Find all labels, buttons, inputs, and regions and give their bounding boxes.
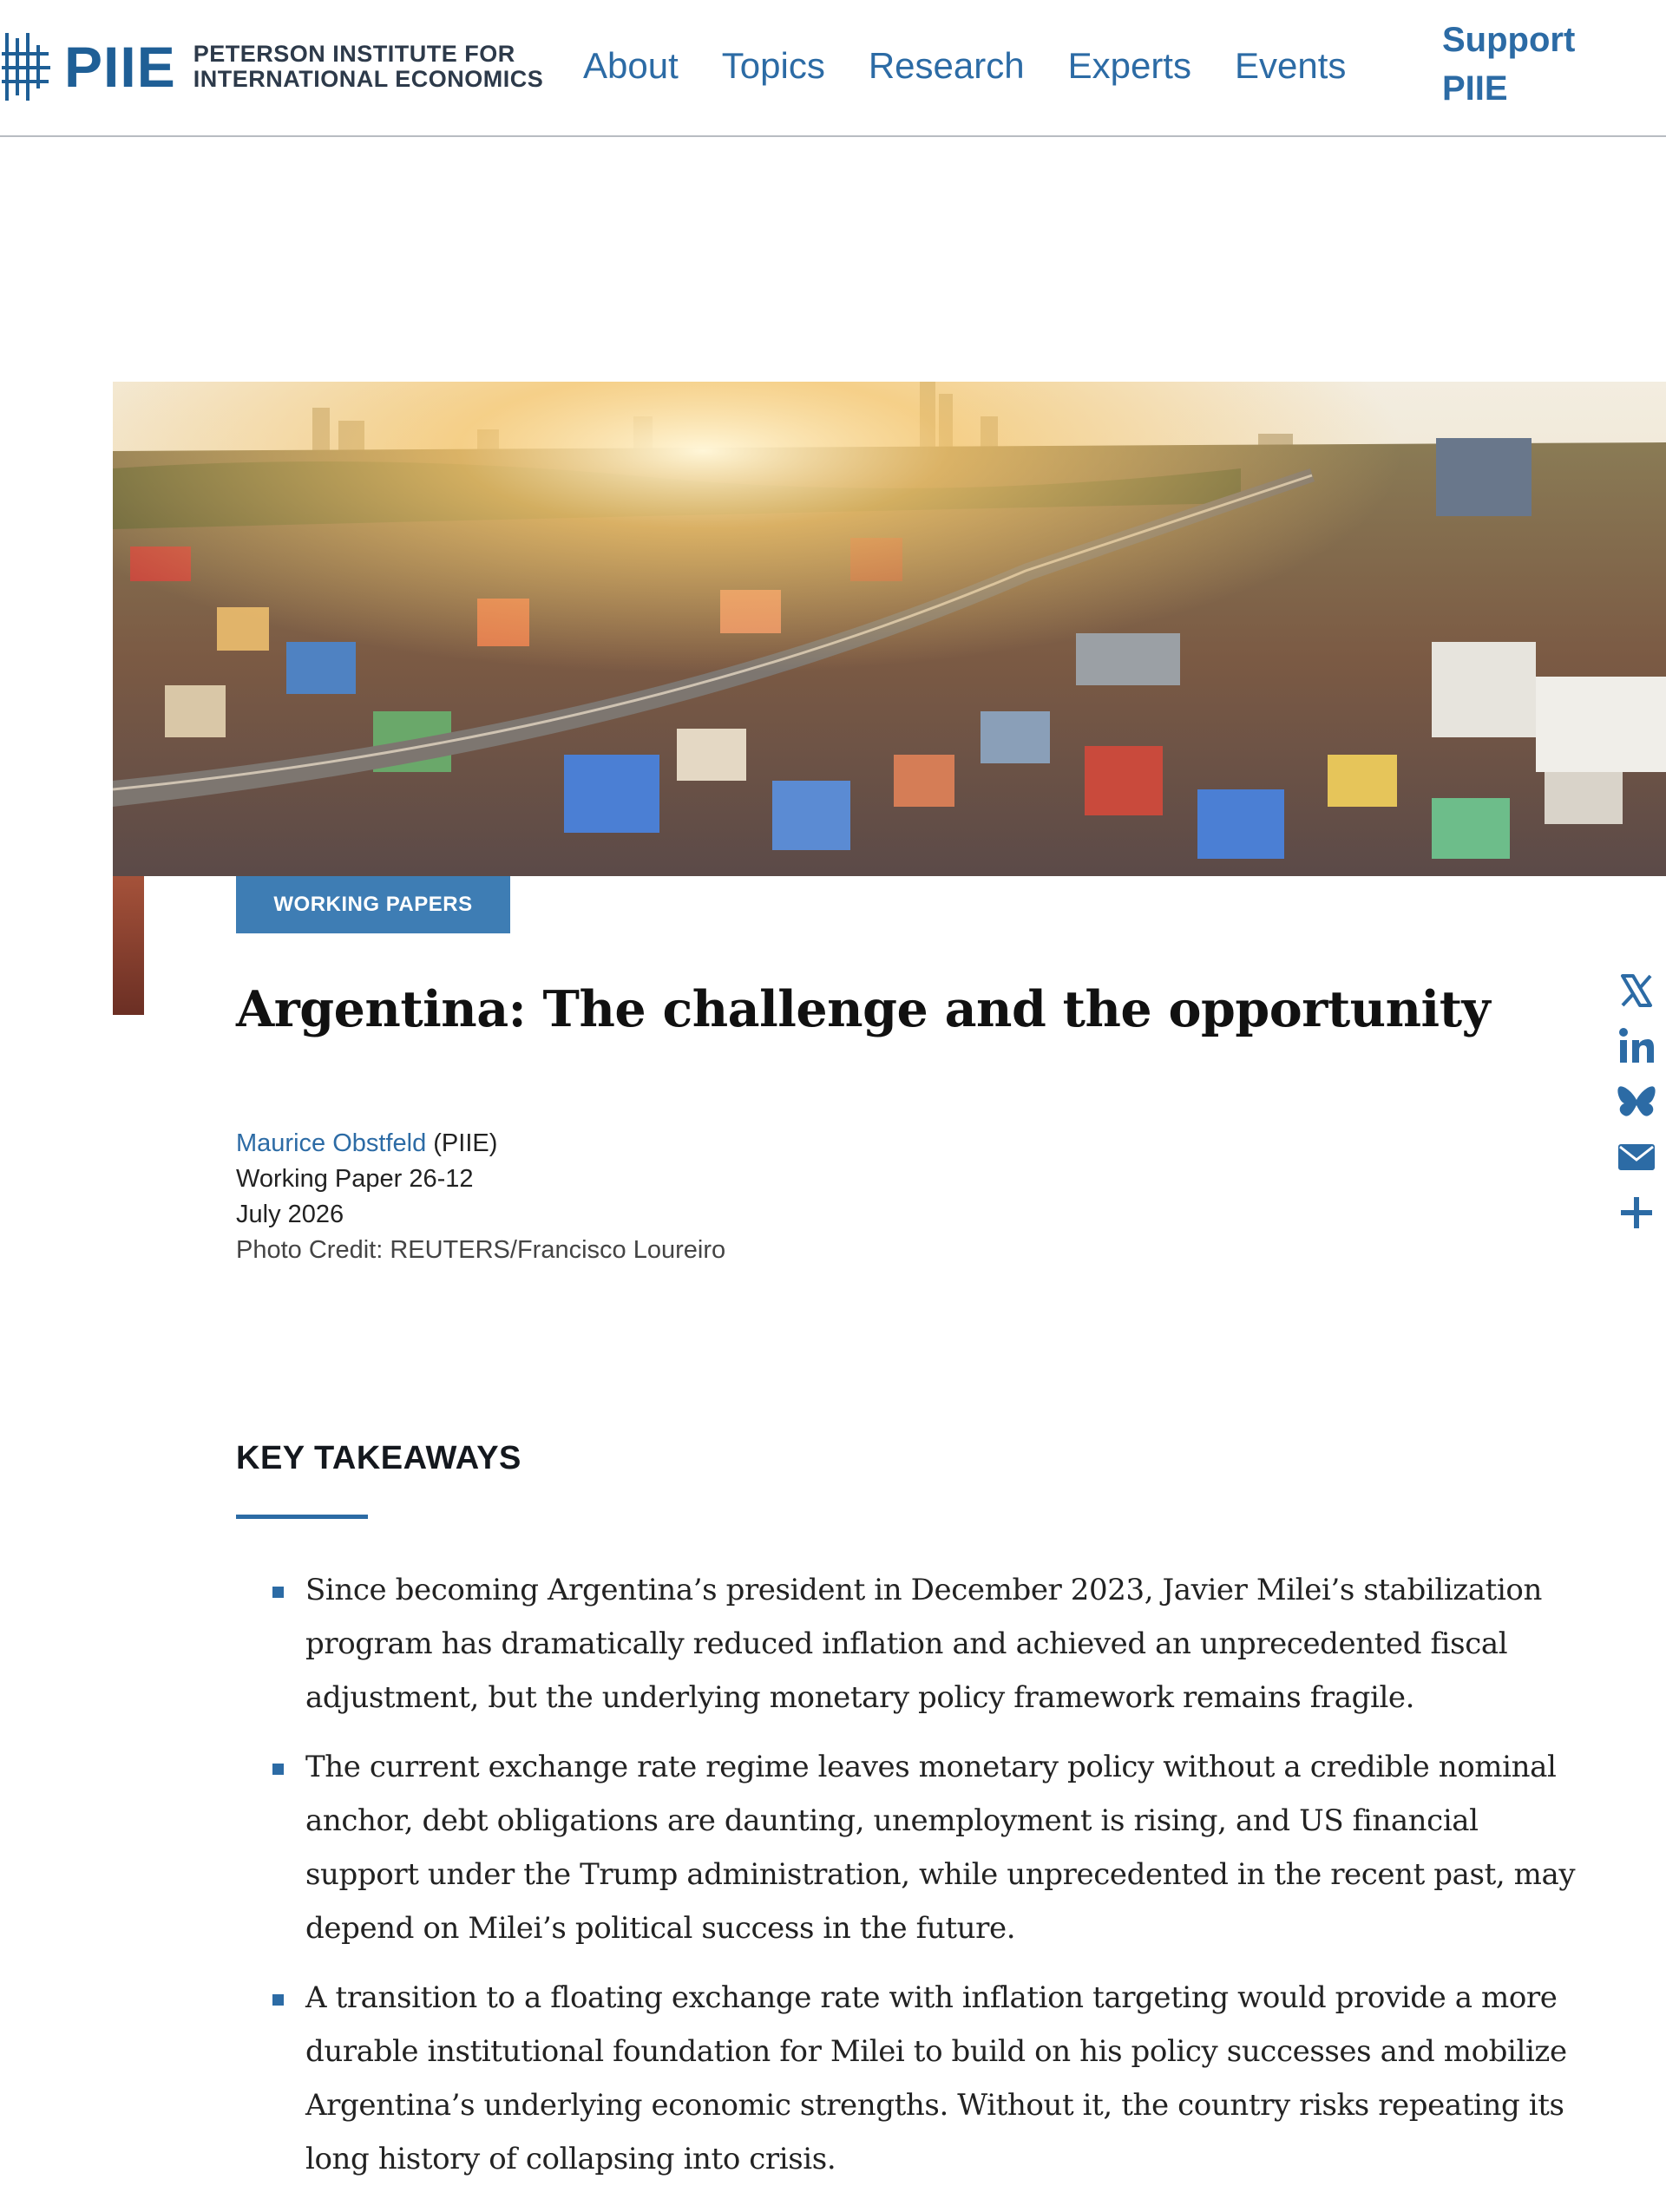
publication-date: July 2026 bbox=[236, 1201, 344, 1228]
takeaway-text: A transition to a floating exchange rate with inflation targeting would provide a more durable institutional foundation for Milei to build on his policy successes and mobilize Argentina’s underlying economic strengths. Without it, the country risks repeating its long history of collapsing into crisis. bbox=[305, 1980, 1567, 2176]
takeaway-text: Since becoming Argentina’s president in December 2023, Javier Milei’s stabilization program has dramatically reduced inflation and achieved an unprecedented fiscal adjustment, but the underlying monetary policy framework remains fragile. bbox=[305, 1573, 1542, 1715]
linkedin-icon[interactable] bbox=[1616, 1025, 1657, 1067]
plus-icon[interactable] bbox=[1616, 1192, 1657, 1234]
article-title: Argentina: The challenge and the opportunity bbox=[236, 980, 1491, 1038]
heading-underline bbox=[236, 1515, 368, 1519]
hero-image bbox=[113, 382, 1666, 876]
logo-acronym: PIIE bbox=[64, 35, 176, 99]
category-badge[interactable]: WORKING PAPERS bbox=[236, 876, 510, 933]
cityscape-photo bbox=[113, 382, 1666, 876]
nav-topics[interactable]: Topics bbox=[721, 45, 825, 86]
main-nav bbox=[583, 38, 1346, 94]
photo-credit: Photo Credit: REUTERS/Francisco Loureiro bbox=[236, 1236, 726, 1264]
support-piie-link[interactable] bbox=[1442, 16, 1616, 113]
nav-about[interactable]: About bbox=[583, 45, 679, 86]
bullet-square-icon bbox=[272, 1764, 284, 1775]
list-item bbox=[271, 1971, 1581, 2186]
hero-image-edge bbox=[113, 876, 144, 1015]
x-icon[interactable] bbox=[1616, 970, 1657, 1011]
share-bar bbox=[1616, 970, 1664, 1247]
bluesky-icon[interactable] bbox=[1616, 1081, 1657, 1122]
site-header bbox=[0, 0, 1666, 137]
support-line-2: PIIE bbox=[1442, 69, 1508, 108]
email-icon[interactable] bbox=[1616, 1136, 1657, 1178]
piie-logo-mark-icon bbox=[0, 28, 52, 106]
logo-line-1: PETERSON INSTITUTE FOR bbox=[193, 41, 515, 67]
logo-line-2: INTERNATIONAL ECONOMICS bbox=[193, 66, 544, 92]
author-link[interactable]: Maurice Obstfeld bbox=[236, 1129, 427, 1157]
bullet-square-icon bbox=[272, 1587, 284, 1598]
byline bbox=[236, 1126, 725, 1162]
takeaway-text: The current exchange rate regime leaves monetary policy without a credible nominal anchor, debt obligations are daunting, unemployment is rising, and US financial support under the Trump administration, while unprecedented in the recent past, may depend on Milei’s political success in the future. bbox=[305, 1750, 1576, 1946]
author-affiliation: (PIIE) bbox=[433, 1129, 498, 1157]
nav-events[interactable]: Events bbox=[1234, 45, 1347, 86]
logo-full-name bbox=[193, 42, 544, 92]
article-meta bbox=[236, 1126, 725, 1268]
key-takeaways-heading: KEY TAKEAWAYS bbox=[236, 1440, 521, 1476]
nav-research[interactable]: Research bbox=[868, 45, 1025, 86]
list-item bbox=[271, 1563, 1581, 1724]
bullet-square-icon bbox=[272, 1994, 284, 2006]
piie-logo[interactable] bbox=[0, 26, 543, 108]
list-item bbox=[271, 1740, 1581, 1955]
paper-number: Working Paper 26-12 bbox=[236, 1165, 474, 1193]
key-takeaways-list bbox=[271, 1563, 1581, 2202]
nav-experts[interactable]: Experts bbox=[1067, 45, 1191, 86]
support-line-1: Support bbox=[1442, 21, 1576, 59]
